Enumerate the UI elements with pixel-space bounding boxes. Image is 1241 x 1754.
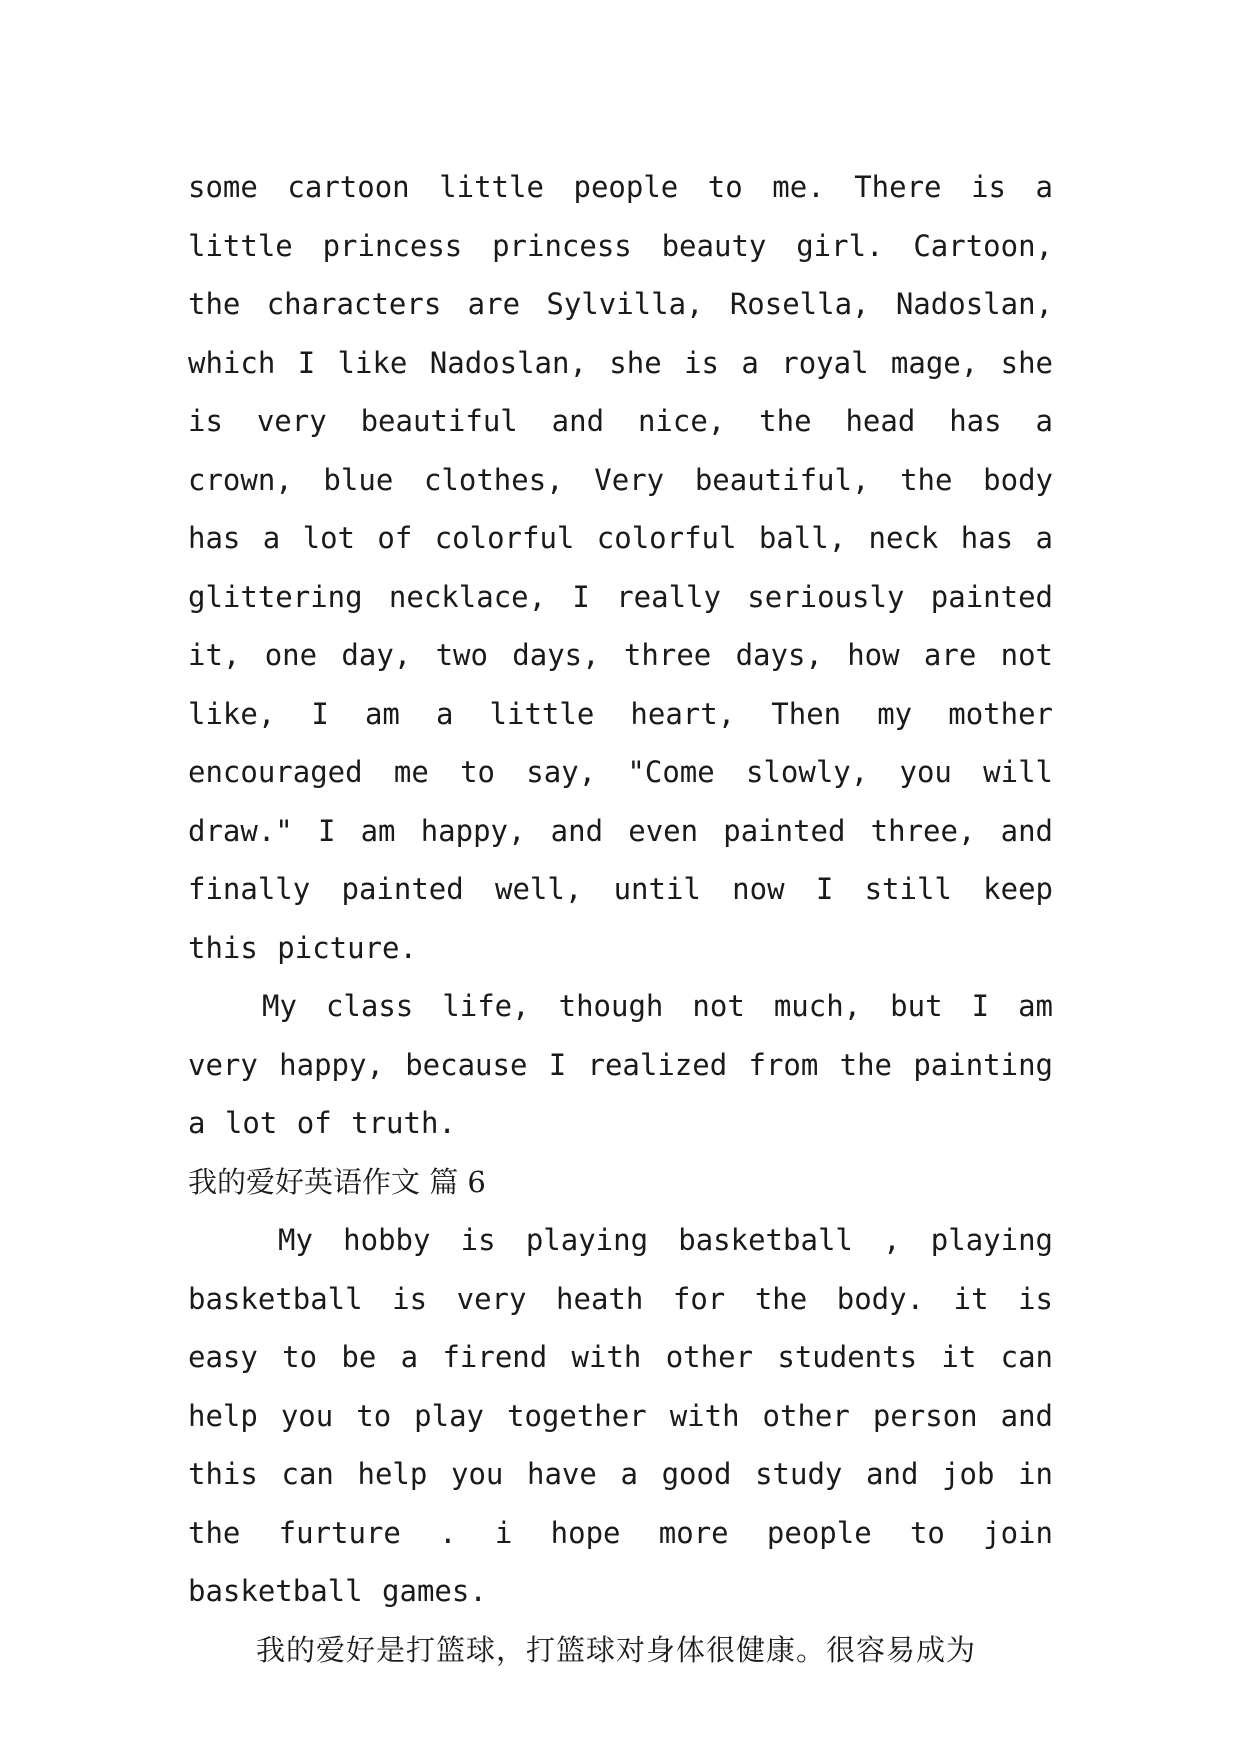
- section-heading: 我的爱好英语作文 篇 6: [188, 1164, 486, 1199]
- body-paragraph: My class life, though not much, but I am very happy, because I realized from the painting a lot of truth.: [188, 989, 1053, 1140]
- body-paragraph: some cartoon little people to me. There is a little princess princess beauty girl. Cartoon, the characters are Sylvilla, Rosella, Nadoslan, which I like Nadoslan, she is a royal mage, she is very beautiful and nice, the head has a crown, blue clothes, Very beautiful, the body has a lot of colorful colorful ball, neck has a glittering necklace, I really seriously painted it, one day, two days, three days, how are not like, I am a little heart, Then my mother encouraged me to say, "Come slowly, you will draw." I am happy, and even painted three, and finally painted well, until now I still keep this picture.: [188, 170, 1053, 965]
- chinese-paragraph: 我的爱好是打篮球，打篮球对身体很健康。很容易成为: [256, 1632, 977, 1667]
- body-paragraph: My hobby is playing basketball , playing basketball is very heath for the body. it is easy to be a firend with other students it can help you to play together with other person and this can help you have a good study and job in the furture . i hope more people to join basketball games.: [188, 1223, 1053, 1608]
- document-page: [188, 158, 1053, 1679]
